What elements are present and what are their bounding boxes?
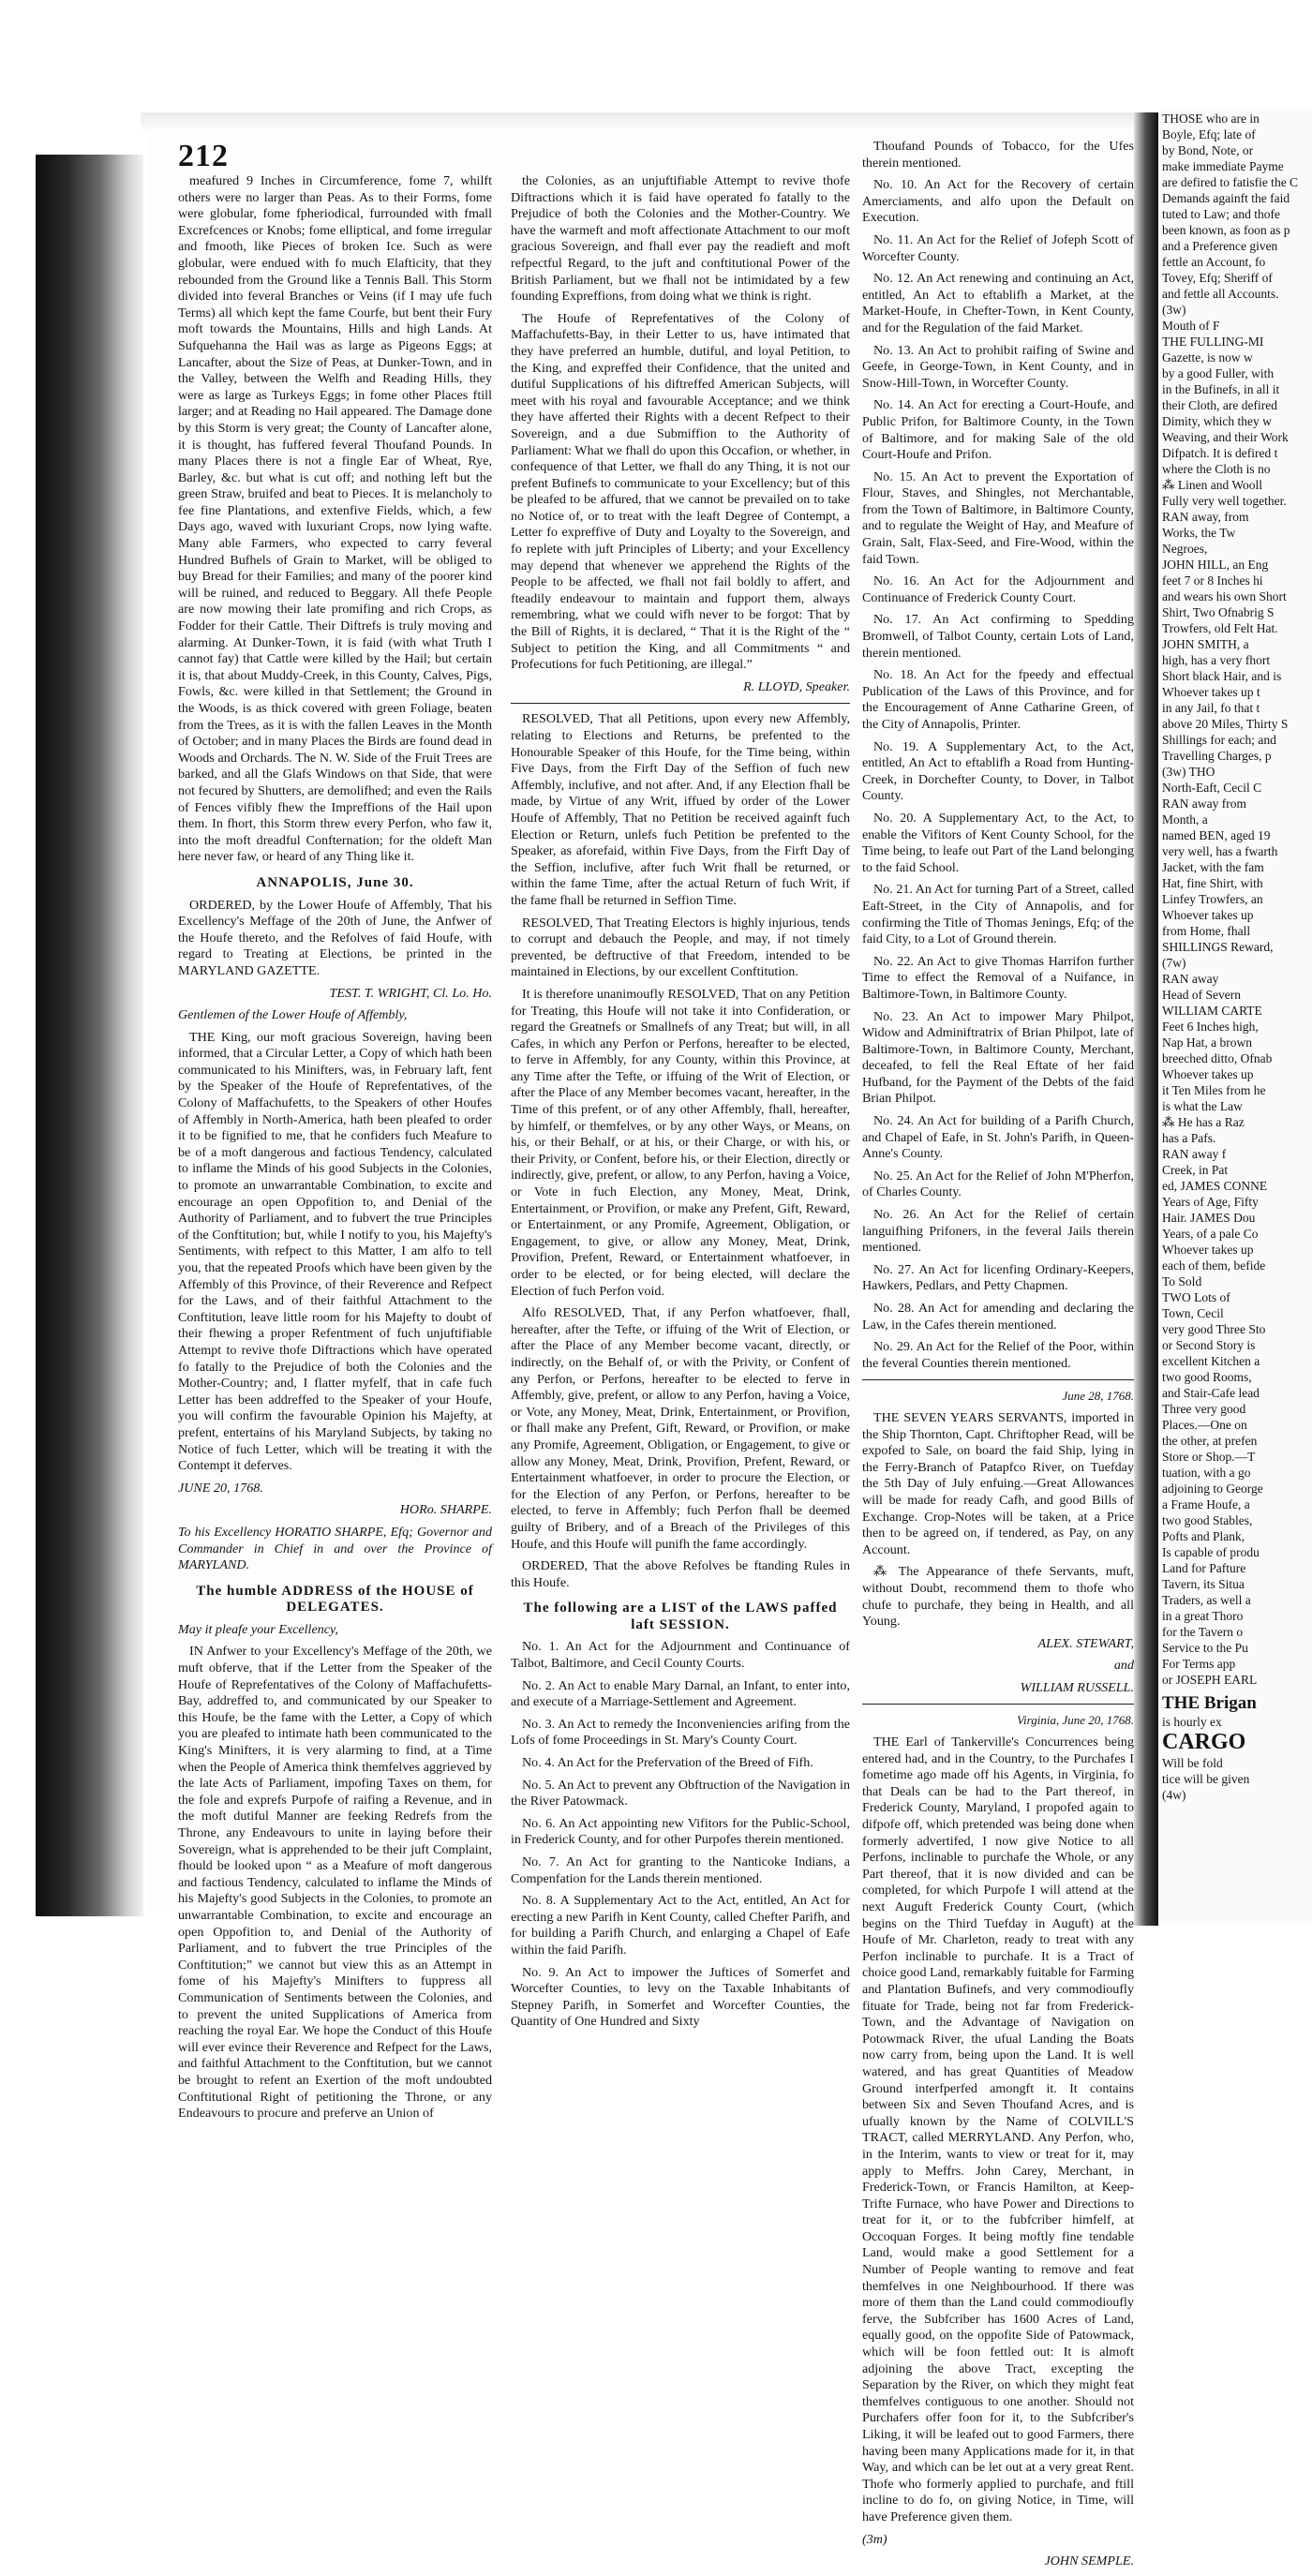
next-page-line: is what the Law	[1162, 1099, 1243, 1113]
next-page-line: RAN away, from	[1162, 510, 1249, 524]
next-page-line: Short black Hair, and is	[1162, 669, 1282, 683]
next-page-line: feet 7 or 8 Inches hi	[1162, 573, 1263, 588]
next-page-line: Tavern, its Situa	[1162, 1577, 1245, 1591]
next-page-line: (7w)	[1162, 956, 1186, 970]
next-page-line: Jacket, with the fam	[1162, 860, 1264, 874]
next-page-line: named BEN, aged 19	[1162, 828, 1271, 842]
resolve-bribery: Alfo RESOLVED, That, if any Perfon whatfoever, fhall, hereafter, after the Tefte, or iffuing of the Writ of Election, or after the Place of any Member become vacant, directly, or indirectly, on the Behalf of, or with the Privity, or Confent of any Perfon, or Perfons, hereafter to be elected to ferve in Affembly, give, prefent, or allow to any Perfon, having a Voice, or Vote, any Money, Meat, Drink, Entertainment, or Provifion, or fhall make any Prefent, Gift, Reward, or Provifion, or make any Promife, Agreement, Obligation, or Engagement, to give or allow any Money, Meat, Drink, Provifion, Prefent, Reward, or Entertainment whatfoever, in order to procure the Election, or for the Election of any Perfon, or Perfons, hereafter to be elected, to ferve in Affembly; fuch Perfon fhall be deemed guilty of Bribery, and of a Breach of the Privileges of this Houfe, and this Houfe will punifh the fame accordingly.	[511, 1305, 850, 1552]
next-page-line: Head of Severn	[1162, 988, 1241, 1002]
next-page-line: Town, Cecil	[1162, 1306, 1224, 1320]
law-item: No. 29. An Act for the Relief of the Poor, within the feveral Counties therein mentioned.	[862, 1339, 1134, 1371]
next-page-line: and a Preference given	[1162, 239, 1278, 253]
section-divider	[862, 1379, 1134, 1380]
next-page-line: Traders, as well a	[1162, 1593, 1251, 1607]
next-page-line: breeched ditto, Ofnab	[1162, 1051, 1273, 1065]
servants-ad-date: June 28, 1768.	[1062, 1389, 1134, 1404]
next-page-line: been known, as foon as p	[1162, 223, 1290, 237]
next-page-line: and fettle all Accounts.	[1162, 287, 1279, 301]
next-page-line: and Stair-Cafe lead	[1162, 1386, 1260, 1400]
next-page-line: has a Pafs.	[1162, 1131, 1216, 1145]
next-page-line: tuted to Law; and thofe	[1162, 207, 1280, 221]
next-page-line: Tovey, Efq; Sheriff of	[1162, 271, 1273, 285]
law-item: No. 24. An Act for building of a Parifh Church, and Chapel of Eafe, in St. John's Parifh, in Queen-Anne's County.	[862, 1113, 1134, 1162]
law-item: No. 7. An Act for granting to the Nanticoke Indians, a Compenfation for the Lands therein mentioned.	[511, 1854, 850, 1886]
next-page-line: To Sold	[1162, 1274, 1202, 1288]
next-page-line: (4w)	[1162, 1788, 1186, 1802]
law-item: No. 26. An Act for the Relief of certain languifhing Prifoners, in the feveral Jails therein mentioned.	[862, 1207, 1134, 1256]
next-page-line: Three very good	[1162, 1402, 1246, 1416]
next-page-line: adjoining to George	[1162, 1482, 1263, 1496]
next-page-line: Linfey Trowfers, an	[1162, 892, 1263, 906]
next-page-line: ⁂ Linen and Wooll	[1162, 478, 1263, 492]
next-page-line: Gazette, is now w	[1162, 350, 1253, 365]
law-item: No. 8. A Supplementary Act to the Act, entitled, An Act for erecting a new Parifh in Kent County, called Chefter Parifh, and for building a Parifh Church, and enlarging a Chapel of Eafe within the faid Parifh.	[511, 1893, 850, 1958]
resolve-unanimous: It is therefore unanimoufly RESOLVED, That on any Petition for Treating, this Houfe will not take it into Confideration, or regard the Greatnefs or Smallnefs of any Treat; but will, in all Cafes, in which any Perfon or Perfons, hereafter to be elected, to ferve in Affembly, for any County, within this Province, at any Time after the Tefte, or iffuing of the Writ of Election, or after the Place of any Member becomes vacant, hereafter, in the Time of this prefent, or of any other Affembly, fhall, hereafter, by himfelf, or themfelves, or by any other Ways, or Means, on his, or their Behalf, or at his, or their Charge, or with his, or their Privity, or Confent, before his, or their Election, directly or indirectly, give, prefent, or allow, to any Perfon, having a Voice, or Vote in fuch Election, any Money, Meat, Drink, Entertainment, or Provifion, or make any Prefent, Gift, Reward, or Entertainment, or any Promife, Agreement, Obligation, or Engagement, to give, or allow any Money, Meat, Drink, Provifion, Prefent, Reward, or Entertainment whatfoever, in order to be elected, or for being elected, will declare the Election of fuch Perfon void.	[511, 986, 850, 1299]
next-page-line: JOHN SMITH, a	[1162, 637, 1249, 651]
next-page-line: THOSE who are in	[1162, 112, 1260, 126]
law-item: No. 12. An Act renewing and continuing an Act, entitled, An Act to eftablifh a Market, at the Market-Houfe, in Chefter-Town, in Kent County, and for the Regulation of the faid Market.	[862, 271, 1134, 335]
servants-ad-note: ⁂ The Appearance of thefe Servants, muft, without Doubt, recommend them to thofe who chufe to purchafe, they being in Health, and all Young.	[862, 1564, 1134, 1630]
next-page-line: SHILLINGS Reward,	[1162, 940, 1274, 954]
next-page-line: make immediate Payme	[1162, 159, 1284, 173]
next-page-line: Will be fold	[1162, 1756, 1223, 1770]
next-page-line: tice will be given	[1162, 1772, 1250, 1786]
next-page-line: from Home, fhall	[1162, 924, 1251, 938]
next-page-line: RAN away	[1162, 972, 1219, 986]
next-page-line: for the Tavern o	[1162, 1625, 1244, 1639]
address-continued: the Colonies, as an unjuftifiable Attempt to revive thofe Diftractions which it is faid have operated fo fatally to the Prejudice of both the Colonies and the Mother-Country. We have the warmeft and moft affectionate Attachment to our moft gracious Sovereign, and fhall ever pay the readieft and moft refpectful Regard, to the juft and conftitutional Power of the British Parliament, but we fhall not be intimidated by a few founding Expreffions, from doing what we think is right.	[511, 173, 850, 305]
law-item: No. 27. An Act for licenfing Ordinary-Keepers, Hawkers, Pedlars, and Petty Chapmen.	[862, 1261, 1134, 1294]
next-page-line: Is capable of produ	[1162, 1545, 1260, 1559]
law-item: No. 6. An Act appointing new Vifitors for the Public-School, in Frederick County, and for other Purpofes therein mentioned.	[511, 1815, 850, 1848]
address-recipient: To his Excellency HORATIO SHARPE, Efq; Governor and Commander in Chief in and over the Province of MARYLAND.	[178, 1524, 492, 1573]
clerk-attestation: TEST. T. WRIGHT, Cl. Lo. Ho.	[329, 985, 492, 1001]
next-page-line: Weaving, and their Work	[1162, 430, 1289, 444]
next-page-line: Years, of a pale Co	[1162, 1227, 1259, 1241]
annapolis-dateline: ANNAPOLIS, June 30.	[256, 874, 414, 890]
next-page-line: Whoever takes up	[1162, 908, 1254, 922]
next-page-line: Boyle, Efq; late of	[1162, 127, 1256, 141]
servants-ad-signature-2: WILLIAM RUSSELL.	[1020, 1679, 1134, 1695]
servants-ad: THE SEVEN YEARS SERVANTS, imported in the Ship Thornton, Capt. Chriftopher Read, will be expofed to Sale, on board the faid Ship, lying in the Ferry-Branch of Patapfco River, on Tuefday the 5th Day of July enfuing.—Great Allowances will be made for ready Cafh, and good Bills of Exchange. Crop-Notes will be taken, at a Price then to be agreed on, if tendered, as Pay, on any Account.	[862, 1409, 1134, 1557]
law-item: No. 9. An Act to impower the Juftices of Somerfet and Worcefter Counties, to levy on the Taxable Inhabitants of Stepney Parifh, in Somerfet and Worcefter Counties, the Quantity of One Hundred and Sixty	[511, 1964, 850, 2030]
next-page-line: Feet 6 Inches high,	[1162, 1020, 1259, 1034]
law-item: No. 22. An Act to give Thomas Harrifon further Time to effect the Removal of a Nuifance, in Baltimore-Town, in Baltimore County.	[862, 953, 1134, 1002]
law-item: No. 25. An Act for the Relief of John M'Pherfon, of Charles County.	[862, 1168, 1134, 1200]
land-ad-signature: JOHN SEMPLE.	[1044, 2554, 1134, 2569]
next-page-line: ed, JAMES CONNE	[1162, 1179, 1268, 1193]
law-item: No. 5. An Act to prevent any Obftruction of the Navigation in the River Patowmack.	[511, 1777, 850, 1809]
next-page-line: by Bond, Note, or	[1162, 143, 1254, 157]
land-ad-date: Virginia, June 20, 1768.	[1017, 1713, 1134, 1728]
servants-ad-and: and	[1113, 1658, 1134, 1674]
next-page-cargo: CARGO	[1162, 1730, 1246, 1754]
resolve-standing-rules: ORDERED, That the above Refolves be ftanding Rules in this Houfe.	[511, 1558, 850, 1590]
next-page-line: very well, has a fwarth	[1162, 844, 1278, 858]
next-page-line: in a great Thoro	[1162, 1609, 1244, 1623]
message-salutation: Gentlemen of the Lower Houfe of Affembly,	[178, 1007, 408, 1023]
next-page-line: Demands againft the faid	[1162, 191, 1290, 205]
next-page-line: Month, a	[1162, 812, 1208, 826]
next-page-line: North-Eaft, Cecil C	[1162, 781, 1262, 795]
address-salutation: May it pleafe your Excellency,	[178, 1621, 339, 1637]
governor-signature: HORo. SHARPE.	[399, 1502, 492, 1518]
next-page-line: Dimity, which they w	[1162, 414, 1272, 428]
page-gutter	[1134, 112, 1158, 1926]
servants-ad-signature-1: ALEX. STEWART,	[1037, 1635, 1134, 1651]
next-page-line: excellent Kitchen a	[1162, 1354, 1260, 1368]
law-item: No. 2. An Act to enable Mary Darnal, an Infant, to enter into, and execute of a Marriage-Settlement and Agreement.	[511, 1677, 850, 1710]
next-page-line: For Terms app	[1162, 1657, 1236, 1671]
next-page-line: tuation, with a go	[1162, 1466, 1251, 1480]
next-page-line: (3w)	[1162, 303, 1186, 317]
next-page-line: two good Rooms,	[1162, 1370, 1252, 1384]
next-page-line: are defired to fatisfie the C	[1162, 175, 1299, 189]
next-page-line: THE FULLING-MI	[1162, 335, 1264, 349]
next-page-line: a Frame Houfe, a	[1162, 1497, 1250, 1511]
next-page-line: (3w) THO	[1162, 765, 1215, 779]
next-page-lines	[1158, 111, 1312, 1688]
law-item: No. 20. A Supplementary Act, to the Act, to enable the Vifitors of Kent County School, for the Time being, to leafe out Part of the Land belonging to the faid School.	[862, 810, 1134, 875]
next-page-brigantine: THE Brigan	[1162, 1693, 1257, 1713]
next-page-line: their Cloth, are defired	[1162, 398, 1277, 412]
law-item: No. 13. An Act to prohibit raifing of Swine and Geefe, in George-Town, in Kent County, and in Snow-Hill-Town, in Worcefter County.	[862, 342, 1134, 391]
section-divider	[862, 1704, 1134, 1705]
next-page-line: Whoever takes up	[1162, 1243, 1254, 1257]
next-page-line: and wears his own Short	[1162, 589, 1287, 603]
next-page-line: in the Bufinefs, in all it	[1162, 382, 1280, 396]
next-page-line: or JOSEPH EARL	[1162, 1673, 1258, 1687]
next-page-line: Land for Pafture	[1162, 1561, 1246, 1575]
hailstorm-report: meafured 9 Inches in Circumference, fome 7, whilft others were no larger than Peas. As to their Forms, fome were globular, fome fpheriodical, furrounded with fmall Excrefcences or Knobs; fome elliptical, and fome irregular and fmooth, like Pieces of broken Ice. Such as were globular, were endued with fo much Elafticity, that they rebounded from the Ground like a Tennis Ball. This Storm divided into feveral Branches or Veins (if I may ufe fuch Terms) all which kept the fame Courfe, but bent their Fury moft towards the Mountains, Hills and high Lands. At Sufquehanna the Hail was as large as Pigeons Eggs; at Lancafter, about the Size of Peas, at Dunker-Town, and in the Valley, between the Welfh and Reading Hills, they were as large as Turkeys Eggs; in fome other Places ftill larger; and at Reading no Hail appeared. The Damage done by this Storm is very great; the County of Lancafter alone, it is thought, has fuffered feveral Thoufand Pounds. In many Places there is not a fingle Ear of Wheat, Rye, Barley, &c. but what is cut off; and nothing left but the green Straw, bruifed and beat to Pieces. It is melancholy to fee fine Plantations, and extenfive Fields, which, a few Days ago, waved with luxuriant Crops, now lying wafte. Many able Farmers, who expected to carry feveral Hundred Bufhels of Grain to Market, will be obliged to buy Bread for their Families; and many of the poorer kind will be ruined, and reduced to Beggary. All thefe People are now mowing their late promifing and rich Crops, as Fodder for their Cattle. Their Diftrefs is truly moving and alarming. At Dunker-Town, it is faid (with what Truth I cannot fay) that Cattle were killed by the Hail; but certain it is, that about Muddy-Creek, in this County, Calves, Pigs, Fowls, &c. were killed in that Settlement; the Ground in the Woods, is as thick covered with green Foliage, beaten from the Trees, as it is with the fallen Leaves in the Month of October; and in many Places the Birds are found dead in Woods and Orchards. The N. W. Side of the Fruit Trees are barked, and all the Glafs Windows on that Side, that were not fecured by Shutters, are demolifhed; and even the Rails of Fences vifibly fhew the Impreffions of the Hail upon them. In fhort, this Storm threw every Perfon, who faw it, into the moft dreadful Confternation; for the oldeft Man here never faw, or heard of any Thing like it.	[178, 173, 492, 865]
next-page-line: ⁂ He has a Raz	[1162, 1115, 1245, 1129]
next-page-line: Mouth of F	[1162, 319, 1220, 333]
next-page-line: TWO Lots of	[1162, 1290, 1230, 1304]
next-page-line: is hourly ex	[1162, 1715, 1222, 1729]
land-ad-mark: (3m)	[862, 2531, 887, 2547]
next-page-line: Negroes,	[1162, 542, 1208, 556]
speaker-signature: R. LLOYD, Speaker.	[743, 678, 850, 694]
resolve-treating: RESOLVED, That Treating Electors is highly injurious, tends to corrupt and debauch the People, and may, if not timely prevented, be deftructive of that Freedom, intended to be maintained in Elections, by our excellent Conftitution.	[511, 915, 850, 980]
next-page-line: high, has a very fhort	[1162, 653, 1271, 667]
next-page-line: Store or Shop.—T	[1162, 1450, 1256, 1464]
law-item: No. 17. An Act confirming to Spedding Bromwell, of Talbot County, certain Lots of Land, therein mentioned.	[862, 612, 1134, 661]
next-page-line: Trowfers, old Felt Hat.	[1162, 621, 1278, 635]
house-order: ORDERED, by the Lower Houfe of Affembly, That his Excellency's Meffage of the 20th of June, the Anfwer of the Houfe thereto, and the Refolves of faid Houfe, with regard to Treating at Elections, be printed in the MARYLAND GAZETTE.	[178, 897, 492, 978]
next-page-line: JOHN HILL, an Eng	[1162, 558, 1269, 572]
next-page-line: Shillings for each; and	[1162, 733, 1276, 747]
law-item: No. 14. An Act for erecting a Court-Houfe, and Public Prifon, for Baltimore County, in the Town of Baltimore, and for making Sale of the old Court-Houfe and Prifon.	[862, 397, 1134, 463]
next-page-line: it Ten Miles from he	[1162, 1083, 1266, 1097]
law-item: No. 23. An Act to impower Mary Philpot, Widow and Adminiftratrix of Brian Philpot, late of Baltimore-Town, in Baltimore County, Merchant, deceafed, to fell the Real Eftate of her faid Hufband, for the Payment of the Debts of the faid Brian Philpot.	[862, 1008, 1134, 1107]
next-page-line: WILLIAM CARTE	[1162, 1004, 1262, 1018]
column-middle	[511, 173, 850, 2036]
law-item: No. 18. An Act for the fpeedy and effectual Publication of the Laws of this Province, and for the Encouragement of Anne Catharine Green, of the City of Annapolis, Printer.	[862, 667, 1134, 732]
law-item: No. 3. An Act to remedy the Inconveniencies arifing from the Lofs of fome Proceedings in St. Mary's County Court.	[511, 1716, 850, 1749]
address-body: IN Anfwer to your Excellency's Meffage of the 20th, we muft obferve, that if the Letter from the Speaker of the Houfe of Reprefentatives of the Colony of Maffachufetts-Bay, addreffed to, and communicated by our Speaker to this Houfe, be the fame with the Letter, a Copy of which you are pleafed to intimate hath been communicated to the King's Minifters, it is very alarming to find, at a Time when the People of America think themfelves aggrieved by the late Acts of Parliament, impofing Taxes on them, for the fole and exprefs Purpofe of raifing a Revenue, and in the moft dutiful Manner are feeking Redrefs from the Throne, any Endeavours to unite in laying before their Sovereign, what is apprehended to be their juft Complaint, fhould be looked upon “ as a Meafure of moft dangerous and factious Tendency, calculated to inflame the Minds of his Majefty's good Subjects in the Colonies, to promote an unwarrantable Combination, to excite and encourage an open Oppofition to, and Denial of the Authority of Parliament, and to fubvert the true Principles of the Conftitution;” we cannot but view this as an Attempt in fome of his Majefty's Minifters to fuppress all Communication of Sentiments between the Colonies, and to prevent the united Supplications of America from reaching the royal Ear. We hope the Conduct of this Houfe will ever evince their Reverence and Refpect for the Laws, and faithful Attachment to the Conftitution, but we cannot be brought to refent an Exertion of the moft undoubted Conftitutional Right of petitioning the Throne, or any Endeavours to procure and preferve an Union of	[178, 1644, 492, 2122]
book-spine	[36, 155, 143, 1916]
next-page-line: where the Cloth is no	[1162, 462, 1271, 476]
address-massachusetts: The Houfe of Reprefentatives of the Colony of Maffachufetts-Bay, in their Letter to us, have intimated that they have preferred an humble, dutiful, and loyal Petition, to the King, and expreffed their Confidence, that the united and dutiful Supplications of his diftreffed American Subjects, will meet with his royal and favourable Acceptance; and we think they have afferted their Rights with a decent Refpect to their Sovereign, and a due Submiffion to the Authority of Parliament: What we fhall do upon this Occafion, or whether, in confequence of that Letter, we fhall do any Thing, it is not our prefent Bufinefs to communicate to your Excellency; but of this be pleafed to be affured, that we cannot be prevailed on to take no Notice of, or to treat with the leaft Degree of Contempt, a Letter fo expreffive of Duty and Loyalty to the Sovereign, and fo replete with juft Principles of Liberty; and your Excellency may depend that whenever we apprehend the Rights of the People to be affected, we fhall not fail boldly to affert, and fteadily endeavour to maintain and fupport them, always remembring, what we could wifh never to be forgot: That by the Bill of Rights, it is declared, “ That it is the Right of the “ Subject to petition the King, and all Commitments “ and Profecutions for fuch Petitioning, are illegal.”	[511, 310, 850, 673]
next-page-line: Fully very well together.	[1162, 494, 1287, 508]
next-page-line: Service to the Pu	[1162, 1641, 1248, 1655]
address-title: The humble ADDRESS of the HOUSE of DELEGATES.	[196, 1583, 474, 1616]
law-item: No. 16. An Act for the Adjournment and Continuance of Frederick County Court.	[862, 573, 1134, 605]
next-page-line: Shirt, Two Ofnabrig S	[1162, 605, 1275, 619]
next-page-line: Pofts and Plank,	[1162, 1529, 1245, 1543]
law-item: No. 1. An Act for the Adjournment and Continuance of Talbot, Baltimore, and Cecil County Courts.	[511, 1639, 850, 1672]
next-page-line: RAN away from	[1162, 797, 1246, 811]
law-item: No. 15. An Act to prevent the Exportation of Flour, Staves, and Shingles, not Merchantable, from the Town of Baltimore, in Baltimore County, and to regulate the Weight of Hay, and Meafure of Grain, Salt, Flax-Seed, and Fire-Wood, within the faid Town.	[862, 469, 1134, 567]
next-page-line: Years of Age, Fifty	[1162, 1195, 1259, 1209]
law-item: No. 28. An Act for amending and declaring the Law, in the Cafes therein mentioned.	[862, 1301, 1134, 1333]
next-page-fragment	[1158, 111, 1312, 1924]
message-date: JUNE 20, 1768.	[178, 1480, 263, 1496]
next-page-line: Creek, in Pat	[1162, 1163, 1229, 1177]
next-page-line: Whoever takes up t	[1162, 685, 1260, 699]
section-divider	[511, 703, 850, 704]
next-page-line: in any Jail, fo that t	[1162, 701, 1260, 715]
next-page-line: or Second Story is	[1162, 1338, 1256, 1352]
governor-message: THE King, our moft gracious Sovereign, having been informed, that a Circular Letter, a Copy of which hath been communicated to his Minifters, was, in February laft, fent by the Speaker of the Houfe of Reprefentatives, of the Colony of Maffachufetts, to the Speakers of other Houfes of Affembly in North-America, hath been pleafed to order it to be fignified to me, that he confiders fuch Meafure to be of a moft dangerous and factious Tendency, calculated to inflame the Minds of his good Subjects in the Colonies, to promote an unwarrantable Combination, to excite and encourage an open Oppofition to, and Denial of the Authority of Parliament, and to fubvert the true Principles of the Conftitution; but, while I notify to you, his Majefty's Sentiments, with refpect to this Matter, I am alfo to tell you, that the repeated Proofs which have been given by the Affembly of this Province, of their Reverence and Refpect for the Laws, and of their faithful Attachment to the Conftitution, leave little room for his Majefty to doubt of their fhewing a proper Refentment of fuch unjuftifiable Attempt to revive thofe Diftractions which have operated fo fatally to the Prejudice of both the Colonies and the Mother-Country; and, I flatter myfelf, that in cafe fuch Letter has been addreffed to the Speaker of your Houfe, you will confirm the favourable Opinion his Majefty, at prefent, entertains of his Maryland Subjects, by taking no Notice of fuch Letter, which will be treating it with the Contempt it deferves.	[178, 1029, 492, 1474]
next-page-line: Whoever takes up	[1162, 1067, 1254, 1081]
next-page-line: fettle an Account, fo	[1162, 255, 1266, 269]
next-page-line: by a good Fuller, with	[1162, 366, 1275, 380]
next-page-line: the other, at prefen	[1162, 1434, 1258, 1448]
law-item: No. 19. A Supplementary Act, to the Act, entitled, An Act to eftablifh a Road from Hunting-Creek, in Dorchefter County, to Dover, in Talbot County.	[862, 738, 1134, 804]
next-page-line: two good Stables,	[1162, 1513, 1253, 1527]
column-right	[862, 139, 1134, 2576]
column-left	[178, 173, 492, 2128]
law-item: No. 21. An Act for turning Part of a Street, called Eaft-Street, in the City of Annapolis, and for confirming the Title of Thomas Jenings, Efq; of the faid City, to a Lot of Ground therein.	[862, 882, 1134, 947]
next-page-line: RAN away f	[1162, 1147, 1227, 1161]
next-page-line: each of them, befide	[1162, 1258, 1266, 1273]
page-number: 212	[178, 139, 229, 173]
law-continued: Thoufand Pounds of Tobacco, for the Ufes therein mentioned.	[862, 139, 1134, 171]
next-page-line: above 20 Miles, Thirty S	[1162, 717, 1289, 731]
land-ad: THE Earl of Tankerville's Concurrences being entered had, and in the Country, to the Purchafes I fometime ago made off his Agents, in Virginia, fo that Deals can be had to the Part thereof, in Frederick County, Maryland, I propofed again to difpofe off, which pretended was being done when formerly advertifed, I now give Notice to all Perfons, inclinable to purchafe the Whole, or any Part thereof, that it is now divided and can be completed, for which Purpofe I will attend at the next Auguft Frederick County Court, (which begins on the Third Tuefday in Auguft) at the Houfe of Mr. Charleton, ready to treat with any Perfon inclinable to purchafe. It is a Tract of choice good Land, remarkably fuitable for Farming and Plantation Bufinefs, and very commodioufly fituate for Trade, being not far from Frederick-Town, and the Advantage of Navigation on Potowmack River, the ufual Landing the Boats now carry from, being upon the Land. It is well watered, and has great Quantities of Meadow Ground interfperfed amongft it. It contains between Six and Seven Thoufand Acres, and is ufually known by the Name of COLVILL'S TRACT, called MERRYLAND. Any Perfon, who, in the Interim, wants to view or treat for it, may apply to Meffrs. John Carey, Merchant, in Frederick-Town, or Francis Hamilton, at Keep-Trifte Furnace, who have Power and Directions to treat for it, or to the fubfcriber himfelf, at Occoquan Forges. It being moftly fine tendable Land, would make a good Settlement for a Number of People wanting to remove and feat themfelves in one Neighbourhood. If there was more of them than the Land could commodioufly ferve, the Subfcriber has 1600 Acres of Land, equally good, on the oppofite Side of Patowmack, which will be foon fettled out: It is almoft adjoining the above Tract, excepting the Separation by the River, on which they might feat themfelves contiguous to one another. Should not Purchafers offer foon for it, to the Subfcriber's Liking, it will be leafed out to good Farmers, there having been many Applications made for it, in that Way, and which can be let out at a very great Rent. Thofe who formerly applied to purchafe, and ftill incline to do fo, on giving Notice, in Time, will have Preference given them.	[862, 1735, 1134, 2524]
next-page-line: Places.—One on	[1162, 1418, 1247, 1432]
next-page-line: Works, the Tw	[1162, 526, 1236, 540]
resolve-petitions: RESOLVED, That all Petitions, upon every new Affembly, relating to Elections and Returns, be prefented to the Honourable Speaker of this Houfe, for the Time being, within Five Days, from the Firft Day of the Seffion of fuch new Affembly, inclufive, and not after. And, if any Election fhall be made, by Virtue of any Writ, iffued by order of the Lower Houfe of Affembly, That no Petition be received againft fuch Election or Return, unlefs fuch Petition be prefented to the Speaker, as aforefaid, within Five Days, from the Firft Day of the Seffion, inclufive, after fuch Writ fhall be returned, or within the fame Time, after the actual Return of fuch Writ, if the fame fhall be returned in Seffion Time.	[511, 711, 850, 908]
next-page-line: Travelling Charges, p	[1162, 749, 1272, 763]
next-page-line: Hat, fine Shirt, with	[1162, 876, 1263, 890]
law-item: No. 4. An Act for the Prefervation of the Breed of Fifh.	[522, 1755, 813, 1771]
next-page-line: Nap Hat, a brown	[1162, 1035, 1252, 1050]
next-page-line: Hair. JAMES Dou	[1162, 1211, 1256, 1225]
next-page-line: very good Three Sto	[1162, 1322, 1266, 1336]
law-item: No. 11. An Act for the Relief of Jofeph Scott of Worcefter County.	[862, 231, 1134, 264]
laws-list-heading: The following are a LIST of the LAWS paffed laft SESSION.	[523, 1601, 838, 1632]
law-item: No. 10. An Act for the Recovery of certain Amerciaments, and alfo upon the Default on Execution.	[862, 177, 1134, 226]
next-page-line: Difpatch. It is defired t	[1162, 446, 1278, 460]
